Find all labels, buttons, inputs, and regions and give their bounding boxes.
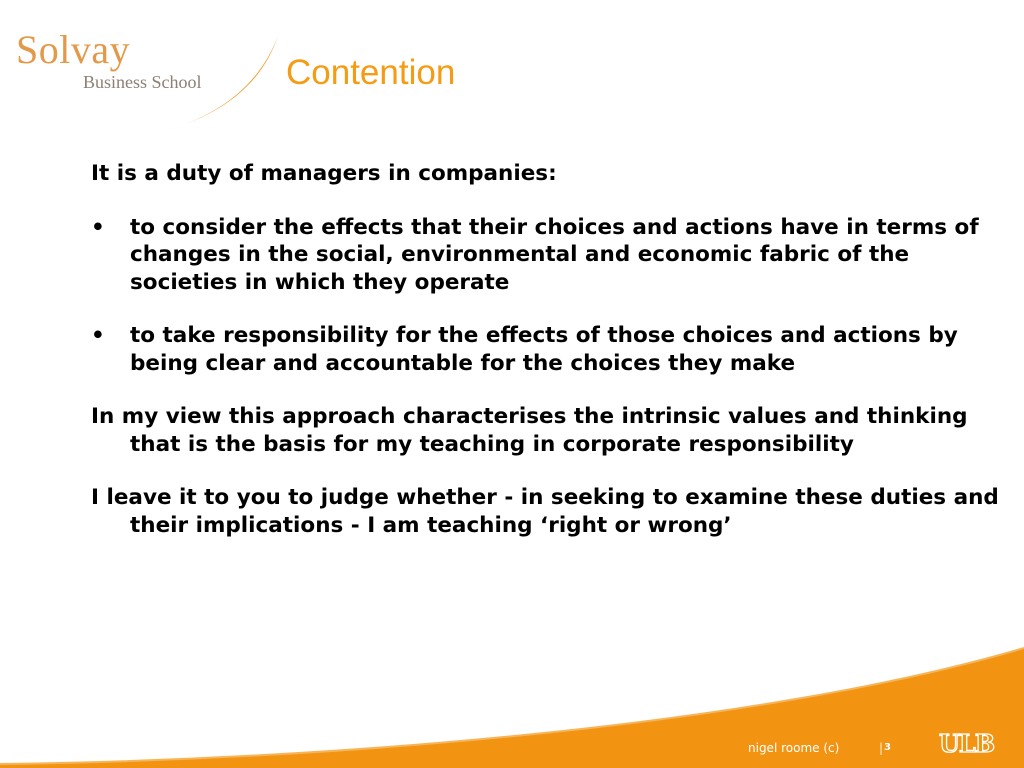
footer-author: nigel roome (c) bbox=[748, 741, 840, 755]
bullet-marker: • bbox=[91, 214, 105, 240]
slide-title: Contention bbox=[286, 53, 456, 92]
logo-brand-text: Solvay bbox=[16, 27, 131, 72]
closing-paragraph: I leave it to you to judge whether - in seeking to examine these duties and their implications - I am teaching ‘right or wrong’ bbox=[91, 485, 999, 538]
footer-separator: | bbox=[879, 741, 884, 755]
logo-subbrand-text: Business School bbox=[83, 72, 202, 92]
view-paragraph: In my view this approach characterises the intrinsic values and thinking that is the basis for my teaching in corporate responsibility bbox=[91, 404, 968, 457]
bullet-text: to take responsibility for the effects of those choices and actions by being clear and accountable for the choices they make bbox=[130, 323, 958, 376]
page-number: 3 bbox=[884, 742, 891, 753]
ulb-logo-text: ULB bbox=[939, 729, 995, 758]
bullet-marker: • bbox=[91, 323, 105, 348]
bullet-text: to consider the effects that their choices and actions have in terms of changes in the social, environmental and economic fabric of the societies in which they operate bbox=[130, 214, 979, 295]
intro-paragraph: It is a duty of managers in companies: bbox=[91, 161, 557, 186]
ulb-logo bbox=[939, 729, 1001, 758]
